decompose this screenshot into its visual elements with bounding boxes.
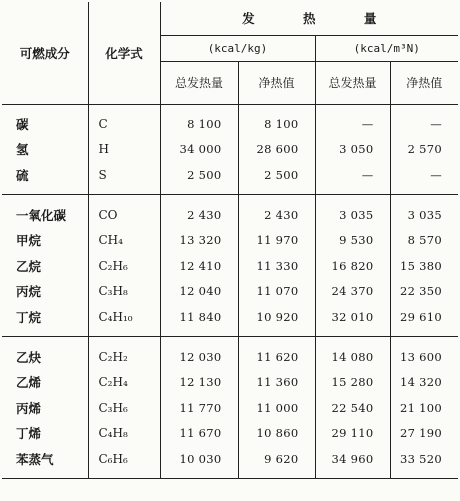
cell-formula: C₂H₂ (88, 344, 160, 370)
table-row (2, 253, 458, 279)
cell-component: 乙烷 (2, 253, 88, 279)
header-mass-gross: 总发热量 (160, 61, 238, 104)
spacer-cell (315, 188, 390, 195)
spacer-cell (88, 472, 160, 479)
cell-component: 丁烯 (2, 421, 88, 447)
spacer-cell (315, 104, 390, 111)
cell-volume-gross: 15 280 (315, 369, 390, 395)
spacer-cell (315, 195, 390, 202)
spacer-cell (88, 195, 160, 202)
spacer-cell (2, 195, 88, 202)
table-row (2, 421, 458, 447)
cell-volume-net: 3 035 (407, 207, 442, 222)
cell-mass-net: 8 100 (238, 111, 315, 137)
cell-mass-gross: 12 040 (160, 279, 238, 305)
spacer-cell (390, 330, 458, 337)
cell-volume-net: 27 190 (399, 426, 442, 441)
cell-mass-net: 2 500 (238, 162, 315, 188)
heat-value-table (2, 2, 458, 479)
spacer-cell (390, 104, 458, 111)
table-row (2, 304, 458, 330)
spacer-cell (238, 195, 315, 202)
header-formula: 化学式 (88, 2, 160, 104)
cell-volume-gross: 3 050 (315, 137, 390, 163)
cell-volume-net: 13 600 (399, 349, 442, 364)
cell-component: 苯蒸气 (2, 446, 88, 472)
group-spacer (2, 195, 458, 202)
cell-formula: H (88, 137, 160, 163)
cell-volume-gross: 24 370 (315, 279, 390, 305)
cell-component: 丙烯 (2, 395, 88, 421)
cell-mass-gross: 12 410 (160, 253, 238, 279)
header-mass-net: 净热值 (238, 61, 315, 104)
spacer-cell (2, 330, 88, 337)
header-heat-group: 发 热 量 (160, 2, 458, 35)
cell-volume-gross: 3 035 (315, 202, 390, 228)
spacer-cell (390, 472, 458, 479)
cell-volume-net: 22 350 (399, 284, 442, 299)
header-volume-gross: 总发热量 (315, 61, 390, 104)
spacer-cell (238, 472, 315, 479)
cell-volume-net: 21 100 (399, 400, 442, 415)
table-row (2, 111, 458, 137)
table-row (2, 446, 458, 472)
header-unit-mass: (kcal/kg) (160, 35, 315, 61)
cell-volume-net: — (430, 116, 442, 131)
cell-formula: C₂H₆ (88, 253, 160, 279)
cell-mass-net: 9 620 (238, 446, 315, 472)
group-spacer (2, 330, 458, 337)
table-row (2, 369, 458, 395)
cell-mass-gross: 2 430 (160, 202, 238, 228)
cell-component: 乙炔 (2, 344, 88, 370)
cell-mass-net: 28 600 (238, 137, 315, 163)
header-volume-net: 净热值 (390, 61, 458, 104)
cell-mass-gross: 12 130 (160, 369, 238, 395)
spacer-cell (88, 330, 160, 337)
cell-volume-gross: 22 540 (315, 395, 390, 421)
cell-volume-gross: 16 820 (315, 253, 390, 279)
cell-mass-net: 10 860 (238, 421, 315, 447)
cell-mass-net: 11 000 (238, 395, 315, 421)
table-row (2, 202, 458, 228)
table-row (2, 227, 458, 253)
cell-formula: C₆H₆ (88, 446, 160, 472)
spacer-cell (315, 472, 390, 479)
table-row (2, 395, 458, 421)
spacer-cell (160, 188, 238, 195)
cell-mass-net: 2 430 (238, 202, 315, 228)
spacer-cell (238, 188, 315, 195)
cell-mass-gross: 34 000 (160, 137, 238, 163)
cell-component: 氢 (2, 137, 88, 163)
cell-component: 硫 (2, 162, 88, 188)
cell-volume-net: — (430, 167, 442, 182)
spacer-cell (88, 188, 160, 195)
spacer-cell (238, 337, 315, 344)
cell-mass-net: 10 920 (238, 304, 315, 330)
cell-volume-gross: 14 080 (315, 344, 390, 370)
spacer-cell (160, 330, 238, 337)
spacer-cell (2, 188, 88, 195)
cell-component: 丁烷 (2, 304, 88, 330)
group-spacer (2, 188, 458, 195)
cell-volume-net: 8 570 (407, 233, 442, 248)
spacer-cell (390, 337, 458, 344)
spacer-cell (315, 330, 390, 337)
spacer-cell (2, 472, 88, 479)
header-unit-volume: (kcal/m³N) (315, 35, 458, 61)
table-body (2, 104, 458, 479)
spacer-cell (88, 104, 160, 111)
spacer-cell (315, 337, 390, 344)
group-spacer (2, 104, 458, 111)
cell-formula: C (88, 111, 160, 137)
cell-mass-gross: 11 770 (160, 395, 238, 421)
cell-formula: CH₄ (88, 227, 160, 253)
group-spacer (2, 472, 458, 479)
spacer-cell (390, 195, 458, 202)
cell-formula: C₃H₈ (88, 279, 160, 305)
cell-volume-net: 29 610 (399, 309, 442, 324)
spacer-cell (238, 104, 315, 111)
spacer-cell (88, 337, 160, 344)
spacer-cell (160, 104, 238, 111)
cell-mass-gross: 8 100 (160, 111, 238, 137)
cell-formula: S (88, 162, 160, 188)
cell-component: 甲烷 (2, 227, 88, 253)
table-row (2, 137, 458, 163)
cell-mass-gross: 13 320 (160, 227, 238, 253)
table-row (2, 162, 458, 188)
cell-mass-net: 11 970 (238, 227, 315, 253)
cell-mass-net: 11 360 (238, 369, 315, 395)
cell-mass-net: 11 070 (238, 279, 315, 305)
cell-formula: C₂H₄ (88, 369, 160, 395)
spacer-cell (160, 195, 238, 202)
cell-volume-gross: 32 010 (315, 304, 390, 330)
group-spacer (2, 337, 458, 344)
cell-volume-gross: — (315, 111, 390, 137)
table-row (2, 279, 458, 305)
table-row (2, 344, 458, 370)
spacer-cell (2, 104, 88, 111)
cell-volume-net: 15 380 (399, 258, 442, 273)
cell-mass-gross: 10 030 (160, 446, 238, 472)
spacer-cell (238, 330, 315, 337)
cell-volume-gross: 34 960 (315, 446, 390, 472)
cell-mass-gross: 11 840 (160, 304, 238, 330)
spacer-cell (160, 337, 238, 344)
cell-component: 碳 (2, 111, 88, 137)
cell-component: 丙烷 (2, 279, 88, 305)
cell-volume-gross: — (315, 162, 390, 188)
cell-mass-gross: 2 500 (160, 162, 238, 188)
cell-formula: C₄H₁₀ (88, 304, 160, 330)
header-component: 可燃成分 (2, 2, 88, 104)
cell-volume-net: 33 520 (399, 451, 442, 466)
cell-component: 一氧化碳 (2, 202, 88, 228)
cell-volume-net: 14 320 (399, 375, 442, 390)
cell-formula: C₄H₈ (88, 421, 160, 447)
cell-formula: CO (88, 202, 160, 228)
cell-volume-gross: 29 110 (315, 421, 390, 447)
spacer-cell (160, 472, 238, 479)
cell-mass-net: 11 330 (238, 253, 315, 279)
cell-volume-net: 2 570 (407, 142, 442, 157)
cell-formula: C₃H₆ (88, 395, 160, 421)
spacer-cell (2, 337, 88, 344)
cell-component: 乙烯 (2, 369, 88, 395)
cell-mass-gross: 11 670 (160, 421, 238, 447)
cell-mass-gross: 12 030 (160, 344, 238, 370)
cell-mass-net: 11 620 (238, 344, 315, 370)
cell-volume-gross: 9 530 (315, 227, 390, 253)
spacer-cell (390, 188, 458, 195)
